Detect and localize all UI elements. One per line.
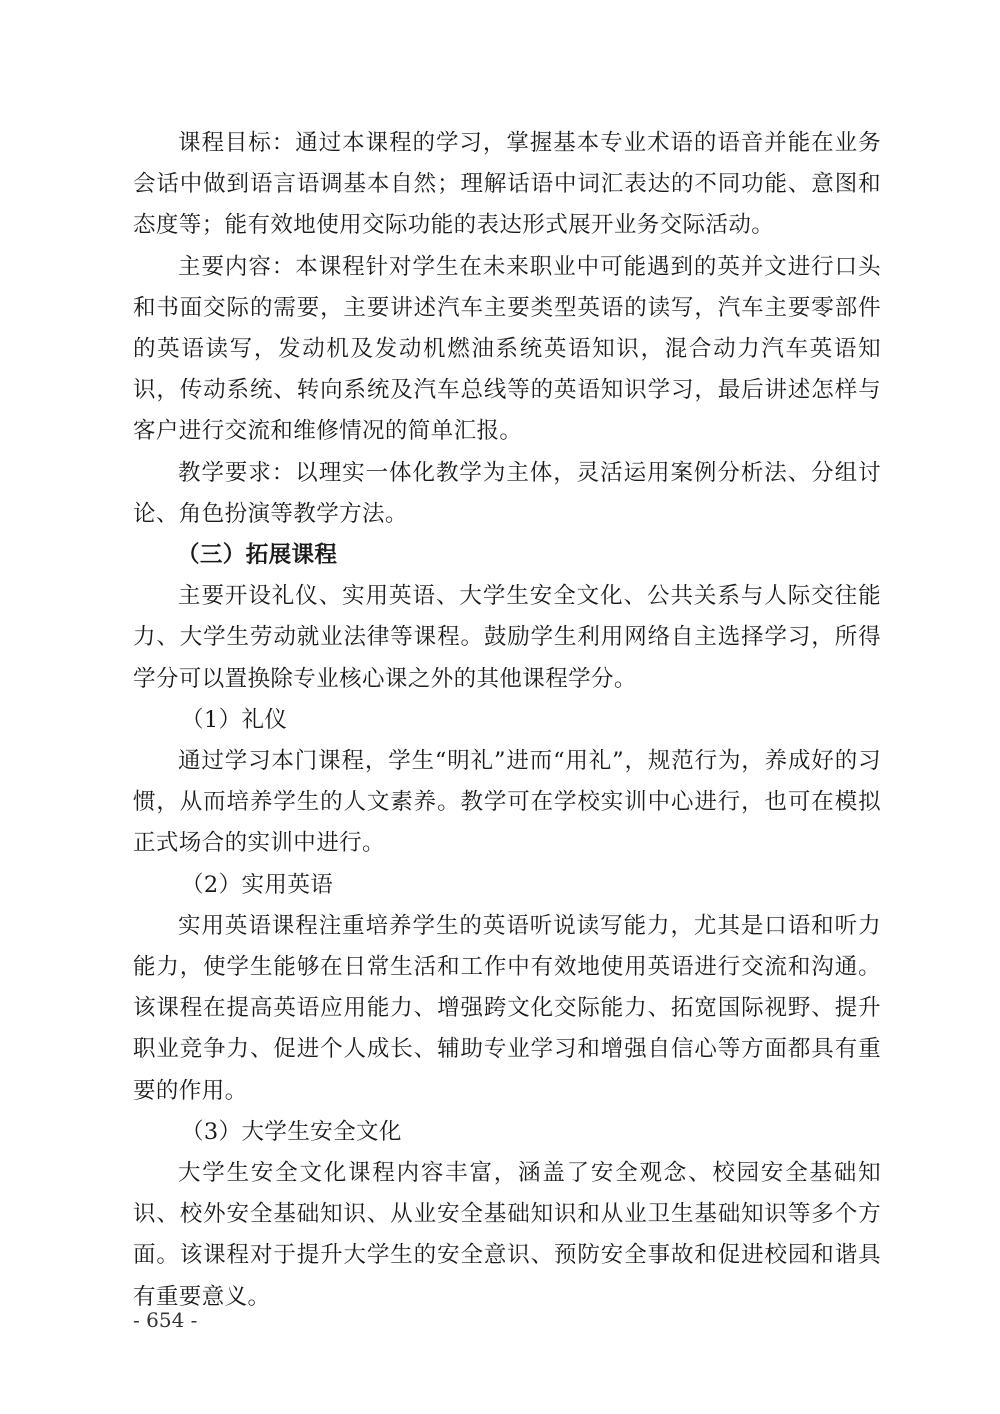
subsection-heading-safety-culture: （3）大学生安全文化	[181, 1118, 402, 1145]
subsection-heading-practical-english: （2）实用英语	[181, 871, 334, 898]
subsection-heading-etiquette: （1）礼仪	[181, 706, 288, 733]
subsection-body-safety-culture: 大学生安全文化课程内容丰富，涵盖了安全观念、校园安全基础知识、校外安全基础知识、从业安全基础知识和从业卫生基础知识等多个方面。该课程对于提升大学生的安全意识、预防安全事故和促进校园和谐具有重要意义。	[133, 1160, 881, 1310]
main-content-paragraph: 主要内容：本课程针对学生在未来职业中可能遇到的英并文进行口头和书面交际的需要，主要讲述汽车主要类型英语的读写，汽车主要零部件的英语读写，发动机及发动机燃油系统英语知识，混合动力汽车英语知识，传动系统、转向系统及汽车总线等的英语知识学习，最后讲述怎样与客户进行交流和维修情况的简单汇报。	[133, 253, 881, 445]
section-intro-paragraph: 主要开设礼仪、实用英语、大学生安全文化、公共关系与人际交往能力、大学生劳动就业法律等课程。鼓励学生利用网络自主选择学习，所得学分可以置换除专业核心课之外的其他课程学分。	[133, 583, 881, 692]
section-heading-extension-courses: （三）拓展课程	[177, 542, 338, 569]
subsection-body-etiquette: 通过学习本门课程，学生“明礼”进而“用礼”，规范行为，养成好的习惯，从而培养学生的人文素养。教学可在学校实训中心进行，也可在模拟正式场合的实训中进行。	[133, 748, 881, 857]
course-objective-paragraph: 课程目标：通过本课程的学习，掌握基本专业术语的语音并能在业务会话中做到语言语调基本自然；理解话语中词汇表达的不同功能、意图和态度等；能有效地使用交际功能的表达形式展开业务交际活动。	[133, 130, 881, 239]
page-number: - 654 -	[133, 1308, 198, 1332]
subsection-body-practical-english: 实用英语课程注重培养学生的英语听说读写能力，尤其是口语和听力能力，使学生能够在日常生活和工作中有效地使用英语进行交流和沟通。该课程在提高英语应用能力、增强跨文化交际能力、拓宽国际视野、提升职业竞争力、促进个人成长、辅助专业学习和增强自信心等方面都具有重要的作用。	[133, 912, 881, 1104]
document-page	[133, 123, 881, 1318]
teaching-requirements-paragraph: 教学要求：以理实一体化教学为主体，灵活运用案例分析法、分组讨论、角色扮演等教学方法。	[133, 459, 881, 527]
